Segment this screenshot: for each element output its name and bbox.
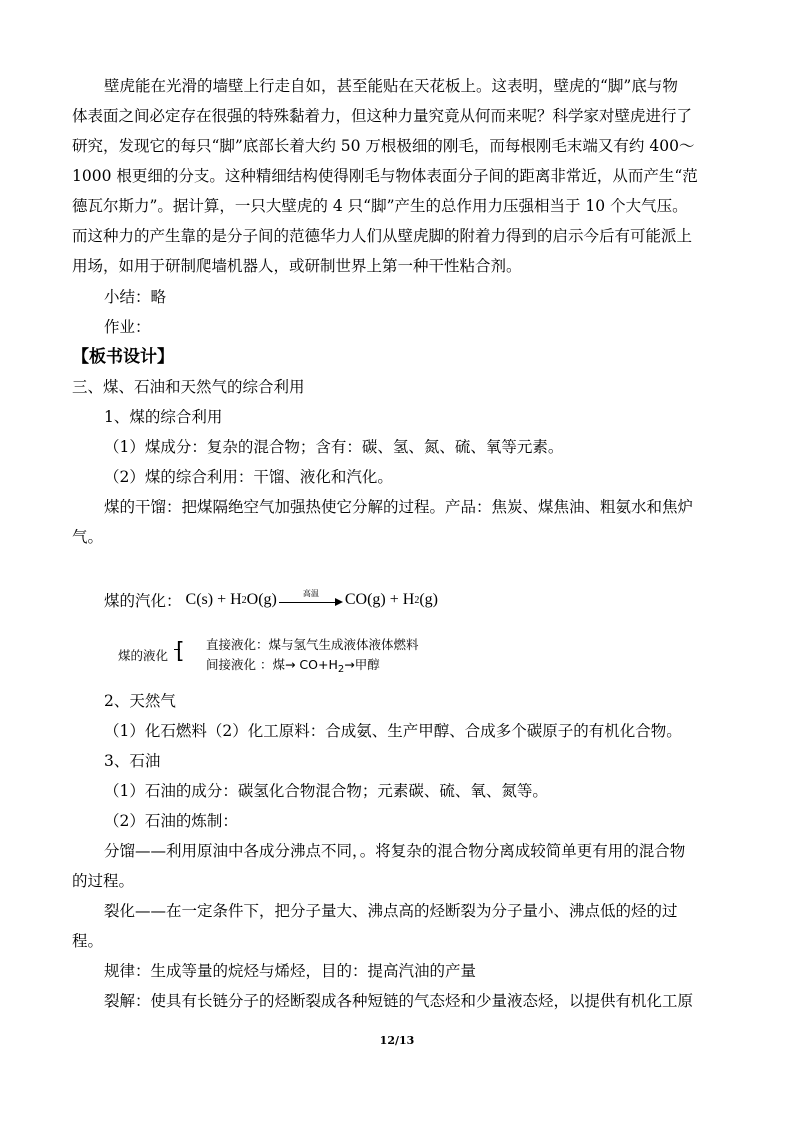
equation-rhs: CO(g) + H xyxy=(344,591,415,608)
liquefaction-label: 煤的液化 xyxy=(118,648,169,663)
equation-lhs: C(s) + H xyxy=(185,591,242,608)
oil-item-2: （2）石油的炼制： xyxy=(104,812,238,830)
paragraph-line: 用场，如用于研制爬墙机器人，或研制世界上第一种干性粘合剂。 xyxy=(72,257,522,275)
reaction-condition: 高温 xyxy=(302,589,319,598)
oil-item-1: （1）石油的成分：碳氢化合物混合物；元素碳、硫、氧、氮等。 xyxy=(104,782,548,800)
indirect-liquefaction: 间接液化 ：煤→ $CO+H_2\to$甲醇 xyxy=(206,657,380,675)
paragraph-line: 德瓦尔斯力”。据计算，一只大壁虎的 4 只“脚”产生的总作用力压强相当于 10 个大气压。 xyxy=(72,197,688,215)
cracking-line-1: 裂化——在一定条件下，把分子量大、沸点高的烃断裂为分子量小、沸点低的烃的过 xyxy=(104,902,678,920)
paragraph-line: 1000 根更细的分支。这种精细结构使得刚毛与物体表面分子间的距离非常近，从而产生“范 xyxy=(72,167,698,185)
homework-text: 作业： xyxy=(104,318,151,336)
coal-item-1: （1）煤成分：复杂的混合物；含有：碳、氢、氮、硫、氧等元素。 xyxy=(104,438,564,456)
equation-rhs-tail: (g) xyxy=(419,591,438,608)
liquefaction-diagram xyxy=(118,634,458,674)
summary-text: 小结：略 xyxy=(104,288,167,306)
gas-title: 2、天然气 xyxy=(104,692,176,710)
rule-line: 规律：生成等量的烷烃与烯烃，目的：提高汽油的产量 xyxy=(104,962,477,980)
coal-title: 1、煤的综合利用 xyxy=(104,408,223,426)
paragraph-line: 体表面之间必定存在很强的特殊黏着力，但这种力量究竟从何而来呢？科学家对壁虎进行了 xyxy=(72,107,693,125)
direct-liquefaction: 直接液化：煤与氢气生成液体液体燃料 xyxy=(206,637,419,652)
board-title: 三、煤、石油和天然气的综合利用 xyxy=(72,378,305,396)
pyrolysis-line: 裂解：使具有长链分子的烃断裂成各种短链的气态烃和少量液态烃，以提供有机化工原 xyxy=(104,992,694,1010)
bracket-icon: [ xyxy=(176,639,185,664)
subscript: 2 xyxy=(241,594,247,606)
gasification-label: 煤的汽化： xyxy=(104,592,182,610)
cracking-line-2: 程。 xyxy=(72,932,104,950)
page-number: 12/13 xyxy=(379,1034,415,1047)
reaction-arrow-icon xyxy=(279,590,343,610)
fractional-line-1: 分馏——利用原油中各成分沸点不同，。将复杂的混合物分离成较简单更有用的混合物 xyxy=(104,842,686,860)
dry-distillation-line-2: 气。 xyxy=(72,528,104,546)
paragraph-line: 而这种力的产生靠的是分子间的范德华力人们从壁虎脚的附着力得到的启示今后有可能派上 xyxy=(72,227,693,245)
subscript: 2 xyxy=(414,594,420,606)
gasification-equation xyxy=(104,588,438,612)
oil-title: 3、石油 xyxy=(104,752,161,770)
section-heading: 【板书设计】 xyxy=(72,347,174,367)
paragraph-line: 壁虎能在光滑的墙壁上行走自如，甚至能贴在天花板上。这表明，壁虎的“脚”底与物 xyxy=(104,77,678,95)
paragraph-line: 研究，发现它的每只“脚”底部长着大约 50 万根极细的刚毛，而每根刚毛末端又有约 400～ xyxy=(72,137,695,155)
coal-item-2: （2）煤的综合利用：干馏、液化和汽化。 xyxy=(104,468,393,486)
dry-distillation-line-1: 煤的干馏：把煤隔绝空气加强热使它分解的过程。产品：焦炭、煤焦油、粗氨水和焦炉 xyxy=(104,498,694,516)
gas-item: （1）化石燃料（2）化工原料：合成氨、生产甲醇、合成多个碳原子的有机化合物。 xyxy=(104,722,682,740)
equation-lhs-tail: O(g) xyxy=(246,591,277,608)
equation-body xyxy=(186,590,438,610)
fractional-line-2: 的过程。 xyxy=(72,872,135,890)
